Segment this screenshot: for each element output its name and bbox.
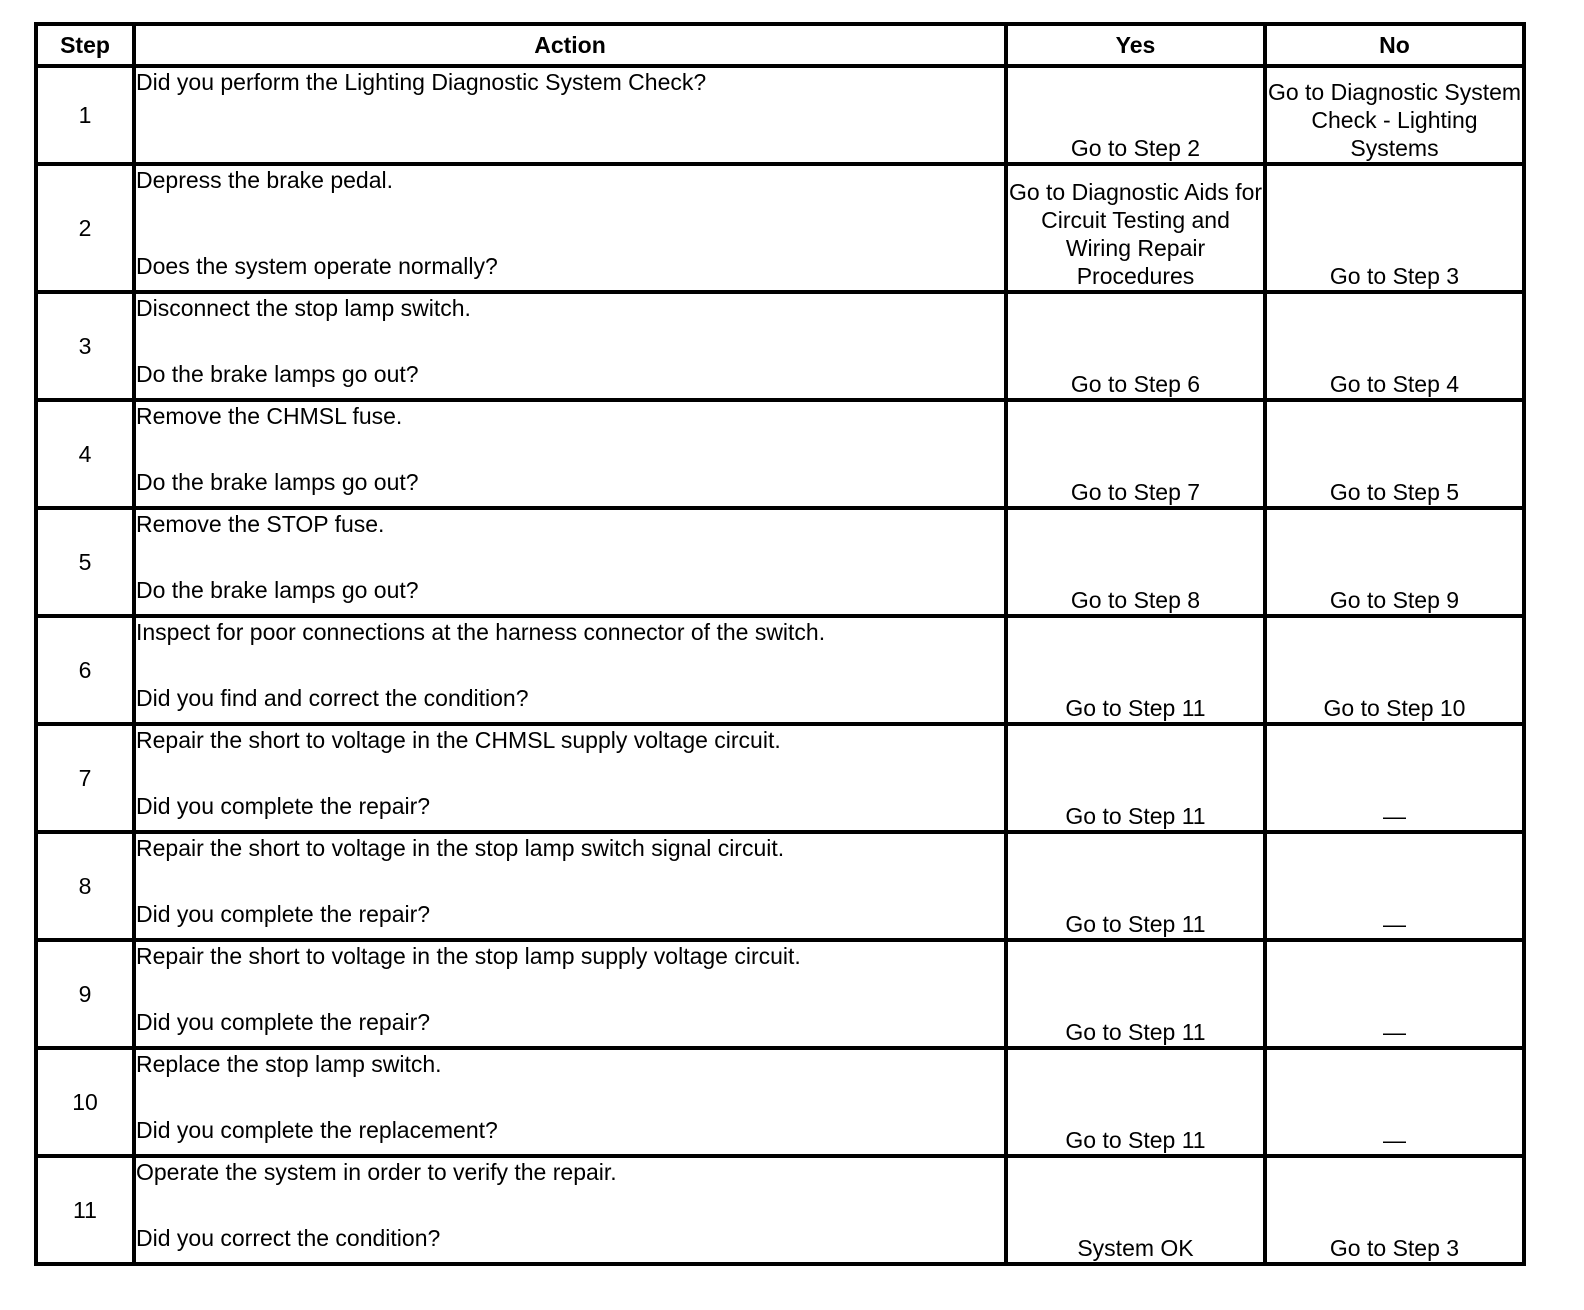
step-number: 3 xyxy=(36,292,134,400)
action-text xyxy=(136,942,1004,1036)
action-text xyxy=(136,726,1004,820)
action-cell xyxy=(134,1156,1006,1264)
action-text xyxy=(136,294,1004,388)
action-cell xyxy=(134,508,1006,616)
action-text xyxy=(136,166,1004,280)
yes-result: Go to Step 6 xyxy=(1006,292,1265,400)
no-result: — xyxy=(1265,724,1524,832)
action-question: Did you complete the replacement? xyxy=(136,1117,498,1143)
step-number: 2 xyxy=(36,164,134,292)
step-number: 10 xyxy=(36,1048,134,1156)
action-cell xyxy=(134,724,1006,832)
no-result: Go to Step 3 xyxy=(1265,1156,1524,1264)
step-number: 11 xyxy=(36,1156,134,1264)
action-text xyxy=(136,68,1004,152)
action-cell xyxy=(134,1048,1006,1156)
action-question: Does the system operate normally? xyxy=(136,253,498,279)
action-question: Do the brake lamps go out? xyxy=(136,469,419,495)
no-result: — xyxy=(1265,940,1524,1048)
yes-result: Go to Step 8 xyxy=(1006,508,1265,616)
header-yes: Yes xyxy=(1006,24,1265,66)
no-result: Go to Diagnostic System Check - Lighting Systems xyxy=(1265,66,1524,164)
table-row xyxy=(36,164,1524,292)
step-number: 7 xyxy=(36,724,134,832)
no-result: Go to Step 4 xyxy=(1265,292,1524,400)
action-cell xyxy=(134,616,1006,724)
no-result: Go to Step 10 xyxy=(1265,616,1524,724)
action-text xyxy=(136,510,1004,604)
action-instruction: Repair the short to voltage in the stop lamp switch signal circuit. xyxy=(136,835,785,861)
no-result: Go to Step 3 xyxy=(1265,164,1524,292)
table-row xyxy=(36,66,1524,164)
action-instruction: Operate the system in order to verify the repair. xyxy=(136,1159,617,1185)
table-row xyxy=(36,400,1524,508)
yes-result: Go to Diagnostic Aids for Circuit Testing and Wiring Repair Procedures xyxy=(1006,164,1265,292)
step-number: 9 xyxy=(36,940,134,1048)
action-question: Did you complete the repair? xyxy=(136,1009,431,1035)
yes-result: Go to Step 11 xyxy=(1006,940,1265,1048)
action-text xyxy=(136,1158,1004,1252)
action-cell xyxy=(134,164,1006,292)
step-number: 4 xyxy=(36,400,134,508)
action-question: Did you complete the repair? xyxy=(136,901,431,927)
step-number: 1 xyxy=(36,66,134,164)
yes-result: Go to Step 7 xyxy=(1006,400,1265,508)
action-instruction: Repair the short to voltage in the stop lamp supply voltage circuit. xyxy=(136,943,801,969)
table-row xyxy=(36,616,1524,724)
action-cell xyxy=(134,292,1006,400)
table-row xyxy=(36,724,1524,832)
action-question: Do the brake lamps go out? xyxy=(136,361,419,387)
table-body xyxy=(36,66,1524,1264)
action-instruction: Did you perform the Lighting Diagnostic System Check? xyxy=(136,69,707,95)
no-result: Go to Step 5 xyxy=(1265,400,1524,508)
action-question: Did you correct the condition? xyxy=(136,1225,441,1251)
action-text xyxy=(136,1050,1004,1144)
header-row xyxy=(36,24,1524,66)
action-instruction: Depress the brake pedal. xyxy=(136,167,393,193)
diagnostic-table xyxy=(34,22,1526,1266)
step-number: 6 xyxy=(36,616,134,724)
yes-result: Go to Step 11 xyxy=(1006,616,1265,724)
table-row xyxy=(36,292,1524,400)
action-instruction: Replace the stop lamp switch. xyxy=(136,1051,442,1077)
action-instruction: Remove the CHMSL fuse. xyxy=(136,403,403,429)
yes-result: Go to Step 11 xyxy=(1006,832,1265,940)
action-cell xyxy=(134,832,1006,940)
action-cell xyxy=(134,400,1006,508)
no-result: — xyxy=(1265,832,1524,940)
table-row xyxy=(36,832,1524,940)
action-text xyxy=(136,834,1004,928)
no-result: Go to Step 9 xyxy=(1265,508,1524,616)
header-action: Action xyxy=(134,24,1006,66)
action-question: Do the brake lamps go out? xyxy=(136,577,419,603)
yes-result: System OK xyxy=(1006,1156,1265,1264)
header-step: Step xyxy=(36,24,134,66)
action-instruction: Disconnect the stop lamp switch. xyxy=(136,295,471,321)
table-row xyxy=(36,940,1524,1048)
action-text xyxy=(136,402,1004,496)
action-instruction: Remove the STOP fuse. xyxy=(136,511,385,537)
action-instruction: Repair the short to voltage in the CHMSL supply voltage circuit. xyxy=(136,727,781,753)
action-question: Did you find and correct the condition? xyxy=(136,685,529,711)
action-instruction: Inspect for poor connections at the harness connector of the switch. xyxy=(136,619,826,645)
step-number: 5 xyxy=(36,508,134,616)
table-row xyxy=(36,1048,1524,1156)
yes-result: Go to Step 11 xyxy=(1006,724,1265,832)
table-row xyxy=(36,508,1524,616)
action-cell xyxy=(134,66,1006,164)
no-result: — xyxy=(1265,1048,1524,1156)
yes-result: Go to Step 2 xyxy=(1006,66,1265,164)
table-row xyxy=(36,1156,1524,1264)
yes-result: Go to Step 11 xyxy=(1006,1048,1265,1156)
header-no: No xyxy=(1265,24,1524,66)
step-number: 8 xyxy=(36,832,134,940)
action-cell xyxy=(134,940,1006,1048)
action-text xyxy=(136,618,1004,712)
action-question: Did you complete the repair? xyxy=(136,793,431,819)
